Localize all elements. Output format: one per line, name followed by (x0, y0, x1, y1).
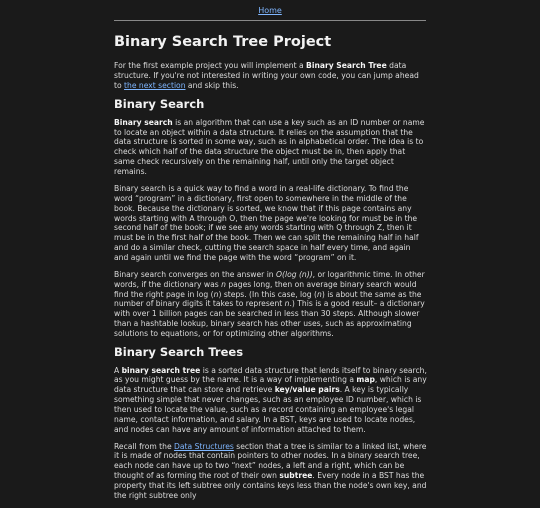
section-heading-binary-search-trees: Binary Search Trees (114, 344, 244, 359)
paragraph: Binary search is an algorithm that can use a key such as an ID number or name to locate an object within a data structure. It relies on the assumption that the data structure is sorted in some way, such as in alphabetical order. The idea is to check which half of the data structure the object must be in, then apply that same check recursively on the remaining half, until only the target object remains. (114, 117, 425, 177)
paragraph: Binary search converges on the answer in O(log (n)), or logarithmic time. In other words, if the dictionary was n pages long, then on average binary search would find the right page in log (n) steps. (In this case, log (n) is about the same as the number of binary digits it takes to represent n.) This is a good result– a dictionary with over 1 billion pages can be searched in less than 30 steps. Although slower than a hashtable lookup, binary search has other uses, such as approximating solutions to equations, or for optimizing other algorithms. (114, 269, 425, 338)
home-link[interactable]: Home (258, 6, 282, 15)
paragraph: A binary search tree is a sorted data structure that lends itself to binary search, as you might guess by the name. It is a way of implementing a map, which is any data structure that can store and retrieve key/value pairs. A key is typically something simple that never changes, such as an employee ID number, which is then used to locate the value, such as a record containing an employee's legal name, contact information, and salary. In a BST, keys are used to locate nodes, and nodes can have any amount of information attached to them. (114, 365, 427, 434)
paragraph: Recall from the Data Structures section that a tree is similar to a linked list, where it is made of nodes that contain pointers to other nodes. In a binary search tree, each node can have up to two “next” nodes, a left and a right, which can be thought of as forming the root of their own subtree. Every node in a BST has the property that its left subtree only contains keys less than the node's own key, and the right subtree only (114, 441, 427, 500)
article (114, 26, 427, 508)
intro-paragraph: For the first example project you will implement a Binary Search Tree data structure. If you're not interested in writing your own code, you can jump ahead to the next section and skip this. (114, 61, 419, 91)
page-title: Binary Search Tree Project (114, 34, 332, 50)
section-heading-binary-search: Binary Search (114, 96, 205, 111)
nav-divider (114, 20, 426, 21)
paragraph: Binary search is a quick way to find a word in a real-life dictionary. To find the word “program” in a dictionary, first open to somewhere in the middle of the book. Because the dictionary is sorted, we know that if this page contains any words starting with A through O, then the page we're looking for must be in the second half of the book; if we see any words starting with Q through Z, then it must be in the first half of the book. Then we can split the remaining half in half and do a similar check, cutting the search space in half every time, and again and again until we find the page with the word “program” on it. (114, 183, 419, 262)
data-structures-link[interactable]: Data Structures (174, 441, 234, 451)
next-section-link[interactable]: the next section (124, 81, 186, 91)
top-nav (0, 0, 540, 18)
